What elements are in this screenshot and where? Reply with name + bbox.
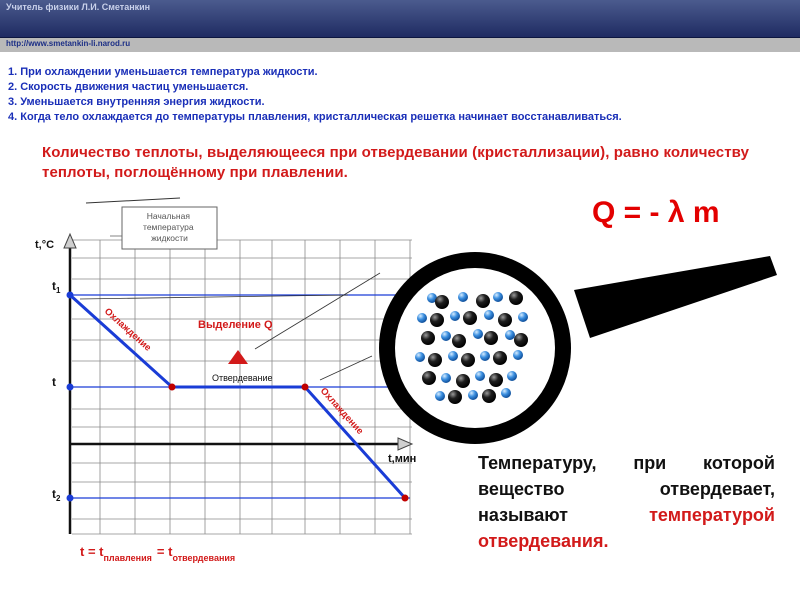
solidification-label: Отвердевание: [212, 373, 273, 383]
definition-highlight: температурой отвердевания.: [478, 505, 775, 551]
callout-text: Начальная температура жидкости: [143, 211, 194, 243]
curve-point: [169, 384, 176, 391]
heat-release-triangle: [228, 350, 248, 364]
curve-point: [302, 384, 309, 391]
definition-lead: Температуру, при которой вещество отвердевает, называют: [478, 453, 775, 525]
fact-item: 1. При охлаждении уменьшается температура жидкости.: [8, 66, 318, 78]
header-bar: [0, 0, 800, 38]
url-bar: [0, 38, 800, 52]
level-t1-label: $t_1$: [52, 279, 61, 295]
teacher-title: Учитель физики Л.И. Сметанкин: [6, 2, 151, 12]
x-axis-label: t,мин: [388, 453, 417, 465]
formula: Q = - λ m: [592, 196, 720, 229]
fact-item: 2. Скорость движения частиц уменьшается.: [8, 81, 249, 93]
cooling-label-1: Охлаждение: [101, 306, 154, 354]
heat-statement: Количество теплоты, выделяющееся при отвердевании (кристаллизации), равно количеству теплоты, поглощённому при плавлении.: [42, 144, 750, 181]
equation-label: $t = t_{плавления} = t_{отвердевания}$: [80, 544, 236, 563]
level-t-label: t: [52, 375, 56, 389]
site-url-link[interactable]: http://www.smetankin-li.narod.ru: [6, 39, 131, 48]
facts-list: [8, 65, 788, 125]
callout: [86, 198, 217, 249]
cooling-graph: [0, 180, 800, 600]
cooling-label-2: Охлаждение: [317, 385, 366, 437]
magnifying-glass-icon: [379, 252, 777, 444]
level-t2-label: $t_2$: [52, 487, 61, 503]
curve-point: [402, 495, 409, 502]
release-q-label: Выделение Q: [198, 319, 273, 331]
y-axis-label: t,°C: [35, 239, 55, 251]
fact-item: 3. Уменьшается внутренняя энергия жидкости.: [8, 96, 265, 108]
fact-item: 4. Когда тело охлаждается до температуры плавления, кристаллическая решетка начинает восстанавливаться.: [8, 111, 622, 123]
